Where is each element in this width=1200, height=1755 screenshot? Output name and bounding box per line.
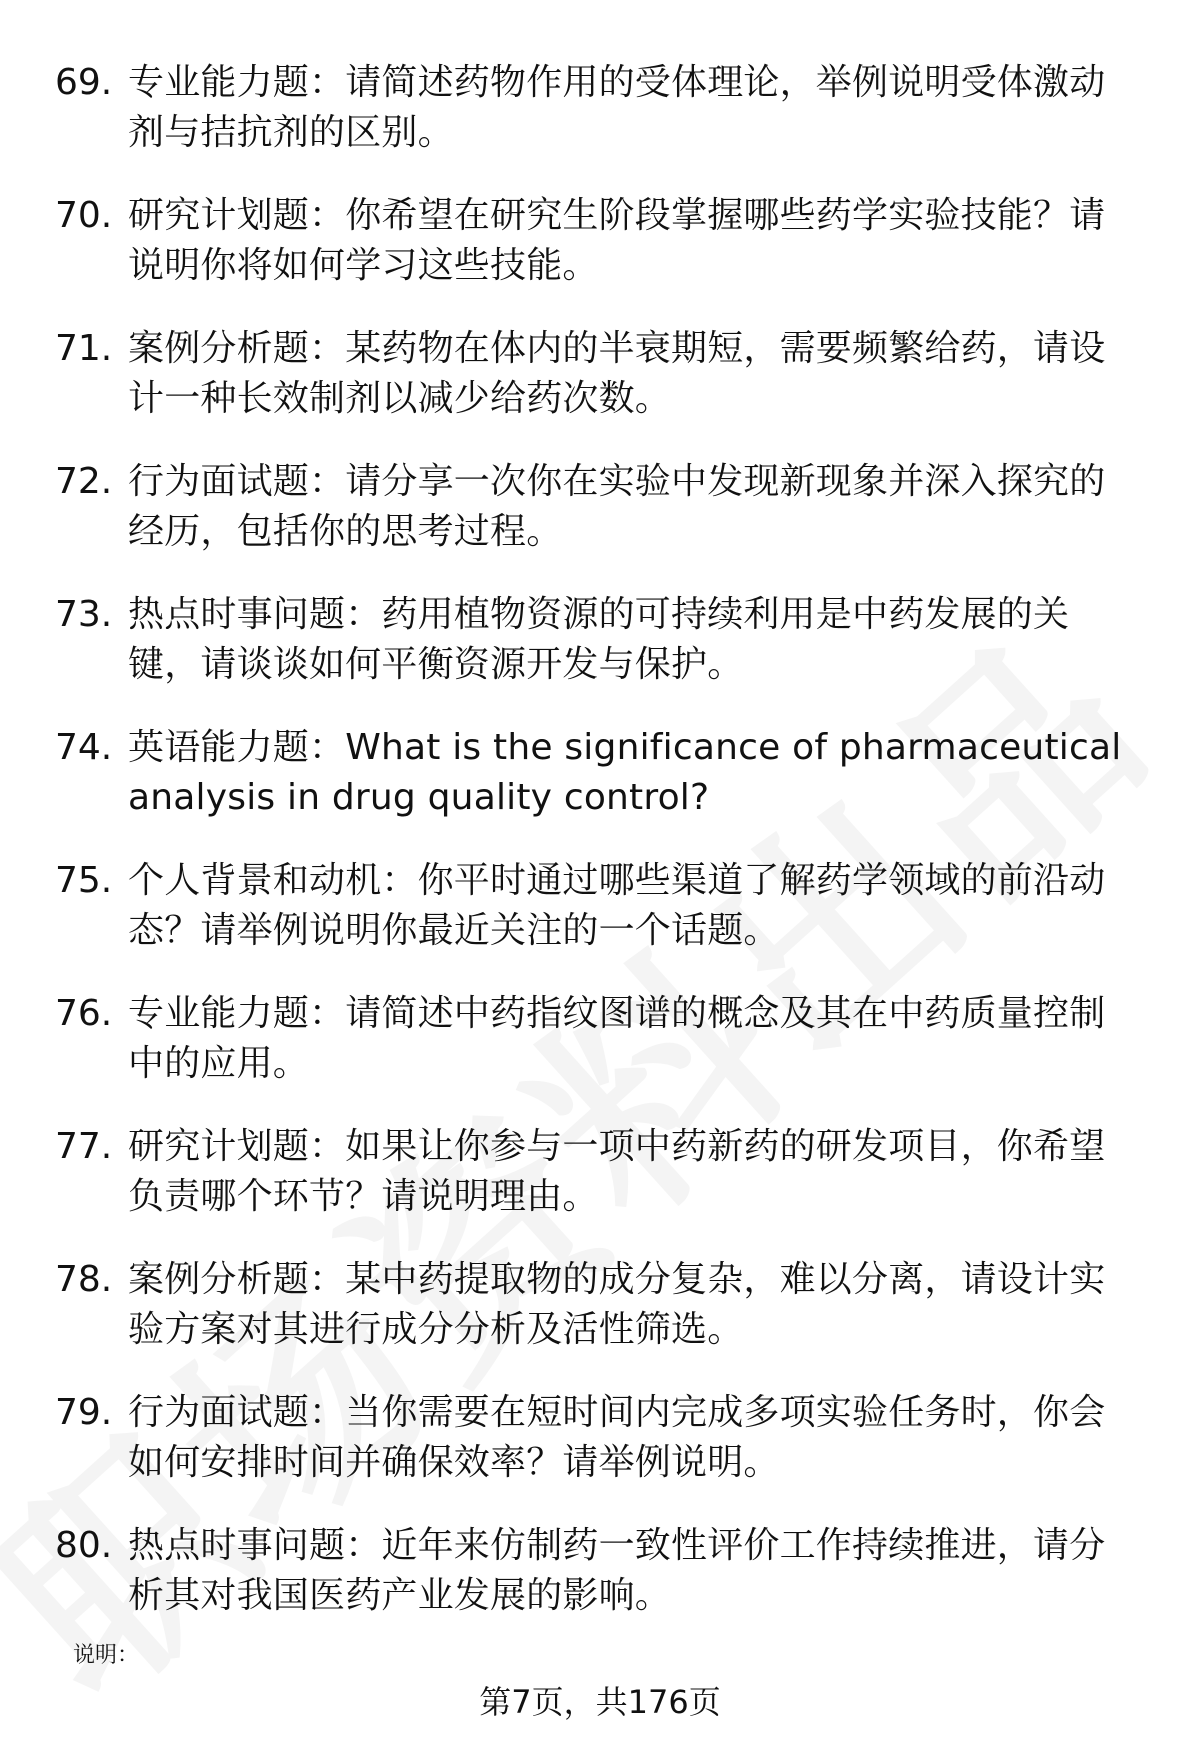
question-item — [55, 856, 1155, 989]
question-item — [55, 1255, 1155, 1388]
question-text: 案例分析题：某药物在体内的半衰期短，需要频繁给药，请设计一种长效制剂以减少给药次数。 — [128, 328, 1106, 419]
question-item — [55, 191, 1155, 324]
question-number: 79. — [55, 1392, 113, 1433]
question-item — [55, 58, 1155, 191]
question-item — [55, 457, 1155, 590]
question-number: 74. — [55, 727, 113, 768]
question-text: 热点时事问题：近年来仿制药一致性评价工作持续推进，请分析其对我国医药产业发展的影响。 — [128, 1525, 1106, 1616]
question-item — [55, 1521, 1155, 1654]
question-number: 69. — [55, 62, 113, 103]
question-item — [55, 1122, 1155, 1255]
question-text: 行为面试题：请分享一次你在实验中发现新现象并深入探究的经历，包括你的思考过程。 — [128, 461, 1106, 552]
question-item — [55, 723, 1155, 856]
question-number: 80. — [55, 1525, 113, 1566]
question-item — [55, 324, 1155, 457]
question-item — [55, 989, 1155, 1122]
question-text: 热点时事问题：药用植物资源的可持续利用是中药发展的关键，请谈谈如何平衡资源开发与保护。 — [128, 594, 1070, 685]
page-footer: 第7页，共176页 — [479, 1683, 721, 1721]
question-text: 研究计划题：你希望在研究生阶段掌握哪些药学实验技能？请说明你将如何学习这些技能。 — [128, 195, 1106, 286]
question-number: 73. — [55, 594, 113, 635]
question-list — [55, 58, 1155, 1654]
question-text: 专业能力题：请简述中药指纹图谱的概念及其在中药质量控制中的应用。 — [128, 993, 1106, 1084]
question-text: 专业能力题：请简述药物作用的受体理论，举例说明受体激动剂与拮抗剂的区别。 — [128, 62, 1106, 153]
question-number: 70. — [55, 195, 113, 236]
question-number: 77. — [55, 1126, 113, 1167]
question-number: 71. — [55, 328, 113, 369]
question-number: 72. — [55, 461, 113, 502]
question-text: 英语能力题：What is the significance of pharmaceutical analysis in drug quality control? — [128, 727, 1122, 818]
question-number: 78. — [55, 1259, 113, 1300]
question-number: 75. — [55, 860, 113, 901]
question-text: 个人背景和动机：你平时通过哪些渠道了解药学领域的前沿动态？请举例说明你最近关注的一个话题。 — [128, 860, 1106, 951]
question-number: 76. — [55, 993, 113, 1034]
question-text: 案例分析题：某中药提取物的成分复杂，难以分离，请设计实验方案对其进行成分分析及活性筛选。 — [128, 1259, 1106, 1350]
note-label: 说明： — [73, 1643, 140, 1668]
question-text: 行为面试题：当你需要在短时间内完成多项实验任务时，你会如何安排时间并确保效率？请举例说明。 — [128, 1392, 1106, 1483]
question-item — [55, 590, 1155, 723]
question-text: 研究计划题：如果让你参与一项中药新药的研发项目，你希望负责哪个环节？请说明理由。 — [128, 1126, 1106, 1217]
question-item — [55, 1388, 1155, 1521]
